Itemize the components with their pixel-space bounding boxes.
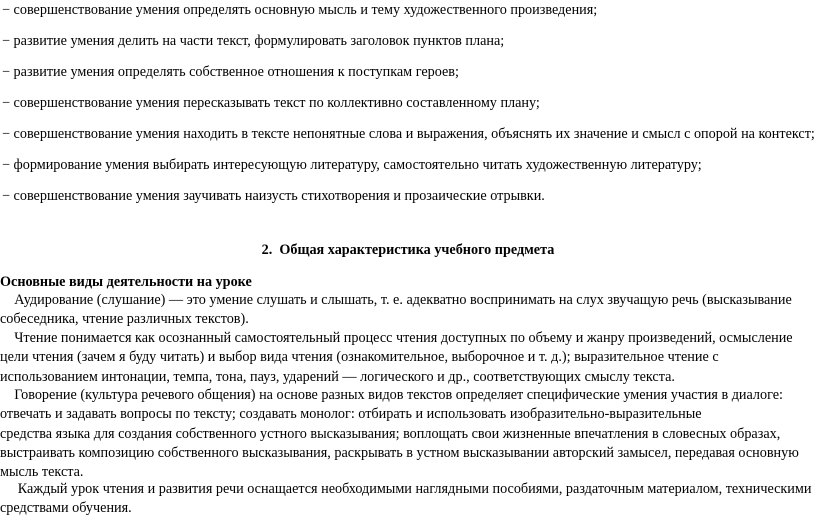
goal-bullet-4: − совершенствование умения пересказывать текст по коллективно составленному плану; <box>2 95 540 111</box>
paragraph-line: Каждый урок чтения и развития речи оснащается необходимыми наглядными пособиями, раздаточным материалом, техническими <box>0 481 812 497</box>
section-title: Общая характеристика учебного предмета <box>279 242 555 258</box>
paragraph-line: средства языка для создания собственного устного высказывания; воплощать свои жизненные впечатления в словесных образах, <box>0 425 781 442</box>
goal-bullet-7: − совершенствование умения заучивать наизусть стихотворения и прозаические отрывки. <box>2 188 545 204</box>
paragraph-lesson-equipment <box>0 480 812 519</box>
goal-bullet-1: − совершенствование умения определять основную мысль и тему художественного произведения; <box>2 2 598 18</box>
paragraph-line: отвечать и задавать вопросы по тексту; создавать монолог: отбирать и использовать изобразительно-выразительные <box>0 406 702 423</box>
goal-bullet-3: − развитие умения определять собственное отношения к поступкам героев; <box>2 64 459 80</box>
paragraph-line: цели чтения (зачем я буду читать) и выбор вида чтения (ознакомительное, выборочное и т. д.); выразительное чтение с <box>0 349 719 366</box>
paragraph-reading <box>0 329 806 387</box>
section-heading <box>0 242 816 259</box>
paragraph-listening <box>0 291 806 330</box>
goal-bullet-6: − формирование умения выбирать интересующую литературу, самостоятельно читать художественную литературу; <box>2 157 702 173</box>
paragraph-line: использованием интонации, темпа, тона, пауз, ударений — логического и др., соответствующих смыслу текста. <box>0 368 675 385</box>
paragraph-line: выстраивать композицию собственного высказывания, раскрывать в устном высказывании авторский замысел, передавая основную <box>0 444 799 461</box>
subheading-activities: Основные виды деятельности на уроке <box>0 274 252 290</box>
goal-bullet-2: − развитие умения делить на части текст, формулировать заголовок пунктов плана; <box>2 33 505 49</box>
paragraph-line: Говорение (культура речевого общения) на основе разных видов текстов определяет специфические умения участия в диалоге: <box>0 387 783 403</box>
goal-bullet-5: − совершенствование умения находить в тексте непонятные слова и выражения, объяснять их значение и смысл с опорой на контекст; <box>2 126 815 142</box>
paragraph-line: Чтение понимается как осознанный самостоятельный процесс чтения доступных по объему и жанру произведений, осмысление <box>0 330 793 346</box>
paragraph-speaking <box>0 386 806 482</box>
paragraph-line: средствами обучения. <box>0 500 132 517</box>
paragraph-line: мысль текста. <box>0 464 84 481</box>
section-number: 2. <box>261 242 273 258</box>
paragraph-line: Аудирование (слушание) — это умение слушать и слышать, т. е. адекватно воспринимать на слух звучащую речь (высказывание <box>0 292 792 308</box>
paragraph-line: собеседника, чтение различных текстов). <box>0 311 249 328</box>
